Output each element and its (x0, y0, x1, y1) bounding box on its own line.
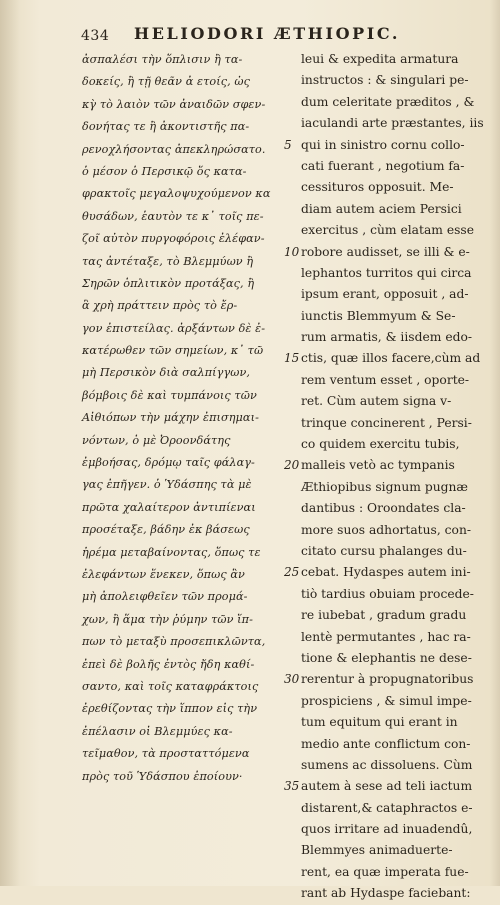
greek-text-line: ἀσπαλέσι τὴν ὅπλισιν ἢ τα- (82, 53, 243, 66)
latin-line-text: lephantos turritos qui circa (301, 265, 472, 280)
line-number: 15 (284, 351, 300, 366)
greek-text-line: τεῖμαθον, τὰ προσταττόμενα (82, 747, 250, 761)
latin-text-line (297, 584, 497, 605)
latin-line-text: prospiciens , & simul impe- (301, 693, 472, 708)
greek-text-line: Αἰθιόπων τὴν μάχην ἐπισημαι- (82, 411, 259, 425)
latin-text-line (297, 413, 497, 434)
greek-text-line: ἠρέμα μεταβαίνοντας, ὅπως τε (82, 545, 261, 559)
latin-text-line (297, 284, 497, 305)
latin-line-text: diam autem aciem Persici (301, 201, 462, 216)
latin-text-line (297, 712, 497, 733)
latin-text-line (284, 669, 497, 690)
latin-line-text: re iubebat , gradum gradu (301, 608, 467, 623)
latin-line-text: distarent,& cataphractos e- (301, 800, 473, 815)
greek-text-line: χων, ἢ ἅμα τὴν ῥύμην τῶν ἵπ- (82, 612, 253, 626)
latin-text-line (297, 113, 497, 134)
line-number: 10 (284, 244, 300, 259)
greek-text-line: προσέταξε, βάδην ἐκ βάσεως (82, 523, 250, 537)
line-number: 25 (284, 565, 300, 580)
greek-text-line: γας ἐπῆγεν. ὁ Ὑδάσπης τὰ μὲ (82, 478, 252, 492)
latin-line-text: quos irritare ad inuadendû, (301, 822, 473, 837)
greek-text-line: γον ἐπιστείλας. ἀρξάντων δὲ ἐ- (82, 321, 266, 335)
latin-text-line (297, 862, 497, 883)
greek-text-line: ἐρεθίζοντας τὴν ἵππον εἰς τὴν (82, 702, 258, 716)
latin-text-line (297, 177, 497, 198)
latin-line-text: tione & elephantis ne dese- (301, 650, 472, 665)
latin-text-line (297, 798, 497, 819)
latin-line-text: cebat. Hydaspes autem ini- (301, 565, 471, 580)
greek-text-line: θυσάδων, ἑαυτὸν τε κ᾽ τοῖς πε- (82, 209, 264, 223)
greek-text-line: πρῶτα χαλαίτερον ἀντιπίεναι (82, 500, 256, 514)
greek-text-line: κγ̀ τὸ λαιὸν τῶν ἀναιδῶν σφεν- (82, 97, 266, 111)
latin-line-text: rum armatis, & iisdem edo- (301, 330, 473, 345)
latin-text-line (297, 819, 497, 840)
latin-line-text: dum celeritate præditos , & (301, 94, 475, 109)
latin-line-text: more suos adhortatus, con- (301, 522, 472, 537)
greek-text-line: δονήτας τε ἢ ἀκοντιστῆς πα- (82, 120, 250, 134)
latin-line-text: rant ab Hydaspe faciebant: (301, 886, 471, 901)
latin-text-column (284, 49, 497, 905)
greek-text-line: Σηρῶν ὁπλιτικὸν προτάξας, ἢ (82, 276, 255, 290)
latin-line-text: rent, ea quæ imperata fue- (301, 864, 469, 879)
latin-line-text: rem ventum esset , oporte- (301, 372, 470, 387)
greek-text-line: ἐμβοήσας, δρόμῳ ταῖς φάλαγ- (82, 456, 255, 470)
latin-line-text: tiò tardius obuiam procede- (301, 586, 474, 601)
latin-text-line (297, 627, 497, 648)
latin-text-line (297, 734, 497, 755)
latin-text-line (297, 498, 497, 519)
greek-text-line: πρὸς τοῦ Ὑδάσπου ἐποίουν· (82, 769, 243, 783)
latin-line-text: qui in sinistro cornu collo- (301, 137, 465, 152)
greek-text-line: ἃ χρὴ πράττειν πρὸς τὸ ἔρ- (82, 299, 238, 313)
greek-text-column (82, 49, 282, 788)
greek-text-line: βόμβοις δὲ καὶ τυμπάνοις τῶν (82, 388, 257, 402)
greek-text-line: ἐπέλασιν οἱ Βλεμμύες κα- (82, 724, 233, 738)
greek-text-line: νόντων, ὁ μὲ Ὀροονδάτης (82, 433, 231, 447)
latin-line-text: instructos : & singulari pe- (301, 73, 469, 88)
greek-text-line: τας ἀντέταξε, τὸ Βλεμμύων ἢ (82, 254, 254, 268)
greek-text-line: δοκείς, ἢ τῇ θεᾶν ἀ ετοίς, ὡς (82, 75, 251, 89)
greek-text-line: μὴ Περσικὸν διὰ σαλπίγγων, (82, 366, 251, 380)
latin-line-text: exercitus , cùm elatam esse (301, 223, 475, 238)
latin-text-line (297, 434, 497, 455)
latin-line-text: rerentur à propugnatoribus (301, 672, 474, 687)
latin-text-line (297, 156, 497, 177)
page-header (0, 24, 500, 48)
line-number: 35 (284, 779, 300, 794)
page-number: 434 (81, 28, 110, 44)
latin-text-line (284, 455, 497, 476)
line-number: 30 (284, 672, 300, 687)
latin-line-text: citato cursu phalanges du- (301, 543, 467, 558)
latin-line-text: ipsum erant, opposuit , ad- (301, 287, 469, 302)
latin-line-text: robore audisset, se illi & e- (301, 244, 470, 259)
latin-text-line (297, 755, 497, 776)
running-head: HELIODORI ÆTHIOPIC. (134, 24, 401, 43)
latin-text-line (297, 605, 497, 626)
latin-text-line (284, 242, 497, 263)
latin-text-line (284, 776, 497, 797)
latin-text-line (297, 306, 497, 327)
gutter-shadow (0, 0, 20, 886)
greek-text-line: σαντο, καὶ τοῖς καταφράκτοις (82, 679, 259, 693)
greek-text-line: πων τὸ μεταξὺ προσεπικλῶντα, (82, 635, 266, 649)
latin-line-text: ctis, quæ illos facere,cùm ad (301, 351, 481, 366)
latin-text-line (297, 391, 497, 412)
latin-line-text: ret. Cùm autem signa v- (301, 394, 452, 409)
latin-line-text: cati fuerant , negotium fa- (301, 158, 465, 173)
latin-text-line (297, 199, 497, 220)
latin-line-text: malleis vetò ac tympanis (301, 458, 455, 473)
greek-text-line: μὴ ἀπολειφθεῖεν τῶν προμά- (82, 590, 248, 604)
greek-text-line: κατέρωθεν τῶν σημείων, κ᾽ τῶ (82, 344, 264, 358)
latin-text-line (297, 70, 497, 91)
latin-text-line (297, 541, 497, 562)
latin-text-line (297, 883, 497, 904)
latin-text-line (284, 562, 497, 583)
latin-text-line (297, 220, 497, 241)
latin-line-text: Blemmyes animaduerte- (301, 843, 453, 858)
latin-line-text: iaculandi arte præstantes, iis (301, 116, 484, 131)
latin-line-text: leui & expedita armatura (301, 52, 459, 66)
latin-line-text: medio ante conflictum con- (301, 736, 471, 751)
latin-line-text: autem à sese ad teli iactum (301, 779, 473, 794)
greek-text-line: ζοῖ αὐτὸν πυργοφόροις ἐλέφαν- (82, 232, 265, 246)
latin-text-line (297, 92, 497, 113)
latin-text-line (297, 648, 497, 669)
line-number: 20 (284, 458, 300, 473)
latin-line-text: iunctis Blemmyum & Se- (301, 308, 456, 323)
latin-line-text: lentè permutantes , hac ra- (301, 629, 471, 644)
latin-line-text: cessituros opposuit. Me- (301, 180, 454, 195)
latin-text-line (297, 840, 497, 861)
latin-text-line (297, 477, 497, 498)
latin-text-line (284, 348, 497, 369)
latin-text-line (297, 263, 497, 284)
latin-line-text: dantibus : Oroondates cla- (301, 501, 466, 516)
latin-text-line (297, 327, 497, 348)
latin-line-text: co quidem exercitu tubis, (301, 437, 460, 452)
latin-text-line (297, 49, 497, 70)
greek-text-line: φρακτοῖς μεγαλοψυχούμενον κα (82, 187, 271, 201)
latin-line-text: sumens ac dissoluens. Cùm (301, 757, 473, 772)
greek-text-line: ρενοχλήσοντας ἀπεκληρώσατο. (82, 142, 266, 156)
greek-text-line: ὁ μέσον ὁ Περσικῷ ὅς κατα- (82, 164, 247, 178)
line-number: 5 (284, 137, 292, 152)
latin-line-text: trinque concinerent , Persi- (301, 415, 472, 430)
latin-text-line (284, 135, 497, 156)
greek-text-line: ἐπεὶ δὲ βολῆς ἐντὸς ἤδη καθί- (82, 657, 255, 671)
latin-text-line (297, 691, 497, 712)
latin-text-line (297, 370, 497, 391)
latin-text-line (297, 520, 497, 541)
latin-line-text: Æthiopibus signum pugnæ (301, 479, 468, 494)
greek-text-line: ἐλεφάντων ἕνεκεν, ὅπως ἂν (82, 567, 245, 581)
latin-line-text: tum equitum qui erant in (301, 715, 458, 730)
